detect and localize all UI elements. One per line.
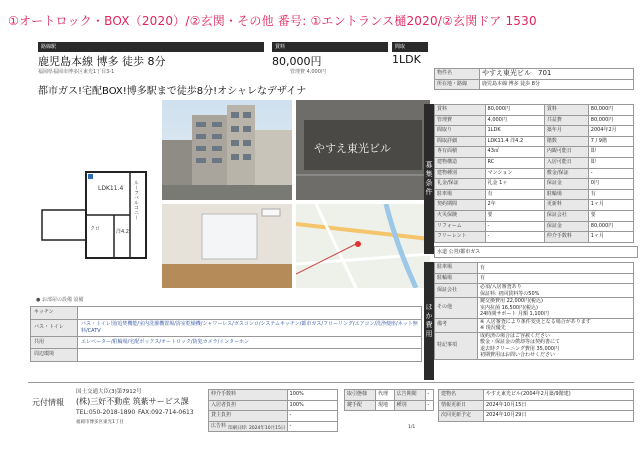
table-row — [435, 221, 634, 232]
mgmt-fee-text: 管理費 4,000円 — [290, 69, 326, 75]
deal-table — [344, 389, 434, 411]
condition-key: 入居可能日 — [544, 157, 588, 168]
table-row — [345, 390, 434, 401]
condition-value: 1ヶ月 — [588, 200, 633, 211]
update-key: 情報更新日 — [439, 400, 484, 411]
condition-key: 保証会社 — [544, 210, 588, 221]
address-text: 福岡県福岡市博多区東光1丁目3-1 — [38, 69, 115, 75]
floorplan-closet-label: クロ — [90, 226, 101, 232]
table-row — [435, 298, 634, 319]
fee-key: 貸主負担 — [209, 411, 288, 422]
extra-key: 保証会社 — [435, 284, 478, 298]
table-row — [439, 400, 634, 411]
deal-value: - — [425, 400, 433, 411]
deal-value: 現地 — [375, 400, 394, 411]
update-key: 次回更新予定 — [439, 411, 484, 422]
condition-key: フリーレント — [435, 232, 486, 243]
extra-key: 駐輪場 — [435, 273, 478, 284]
update-value: やすえ東光ビル(2004年2月築/9階建) — [484, 390, 634, 401]
condition-value: 80,000円 — [588, 105, 633, 116]
deal-key: 種別 — [394, 400, 425, 411]
equipment-key: バス・トイレ — [31, 319, 78, 336]
deal-key: 取引態様 — [345, 390, 376, 401]
deal-value: 代理 — [375, 390, 394, 401]
equipment-value: エレベーター/駐輪場/宅配ボックス/オートロック/防犯カメラ/インターホン — [78, 336, 422, 349]
conditions-table — [434, 104, 634, 243]
fee-value: 100% — [287, 390, 337, 401]
catchcopy-text: 都市ガス!宅配BOX!博多駅まで徒歩8分!オシャレなデザイナ — [38, 86, 307, 97]
condition-value: 7 / 9階 — [588, 136, 633, 147]
line-label: 路線駅 — [38, 42, 264, 52]
floorplan-ldk-label: LDK11.4 — [98, 185, 124, 192]
condition-key: 共益費 — [544, 115, 588, 126]
condition-key: 管理費 — [435, 115, 486, 126]
extra-key: その他 — [435, 298, 478, 319]
condition-value: 有 — [588, 189, 633, 200]
extra-value: 有 — [478, 273, 634, 284]
table-row — [435, 105, 634, 116]
fee-key: 広告料 — [209, 421, 288, 432]
equipment-table — [30, 306, 422, 362]
condition-key: 建物種別 — [435, 168, 486, 179]
extra-value: 必須/入居審査あり 保証料: 初回賃料等の50% — [478, 284, 634, 298]
equipment-header: ● お部屋の設備 設備 — [36, 297, 84, 303]
extra-key: 備考 — [435, 318, 478, 332]
condition-key: 仲介手数料 — [544, 232, 588, 243]
condition-key: 建物構造 — [435, 157, 486, 168]
table-row — [209, 400, 338, 411]
equipment-key: 周辺環境 — [31, 349, 78, 362]
floor-plan — [36, 170, 156, 260]
license-text: 国土交通大臣(3)第7912号 — [76, 389, 142, 395]
table-row — [435, 263, 634, 274]
footer — [28, 382, 634, 433]
extra-value: 有 — [478, 263, 634, 274]
deal-value: - — [425, 390, 433, 401]
condition-key: 敷金/保証 — [544, 168, 588, 179]
table-row — [435, 318, 634, 332]
utilities-row: 水道 公営/都市ガス — [434, 246, 638, 258]
condition-value: 80,000円 — [485, 105, 544, 116]
update-table — [438, 389, 634, 422]
table-row — [435, 232, 634, 243]
building-sign-photo — [296, 100, 430, 200]
extra-value: ※ 入居審査により条件変更となる場合があります ※ 現況優先 — [478, 318, 634, 332]
property-location-value: 鹿児島本線 博多 徒歩 8分 — [480, 79, 634, 90]
property-name-label: 物件名 — [435, 69, 480, 80]
condition-key: 火災保険 — [435, 210, 486, 221]
equipment-value: バス・トイレ別/追焚機能/室内洗濯機置場/浴室乾燥機/シャワーレス/ガスコンロ/システムキッチン/都市ガス/フローリング/エアコン/洗浄便座/ネット無料/CATV — [78, 319, 422, 336]
fax-text: FAX:092-714-0613 — [138, 409, 194, 416]
rent-label: 賃料 — [272, 42, 388, 52]
property-name-value: やすえ東光ビル 701 — [480, 69, 634, 80]
condition-value: 4,000円 — [485, 115, 544, 126]
extra-value: 鍵交換費用 22,000円(税込) 室内抗菌 16,500円(税込) 24時間サポート 月額 1,100円 — [478, 298, 634, 319]
map-pin-icon — [355, 241, 361, 247]
rent-value: 80,000円 — [272, 55, 322, 68]
fee-value: 100% — [287, 400, 337, 411]
table-row — [345, 400, 434, 411]
property-table — [434, 68, 634, 90]
extra-key: 駐車場 — [435, 263, 478, 274]
update-value: 2024年10月15日 — [484, 400, 634, 411]
update-key: 建物名 — [439, 390, 484, 401]
print-note: 印刷日時: 2024年10月15日 — [228, 426, 286, 431]
condition-value: 2004年2月 — [588, 126, 633, 137]
condition-value: LDK11.4 洋4.2 — [485, 136, 544, 147]
condition-value: 43㎡ — [485, 147, 544, 158]
tel-text: TEL:050-2018-1890 — [76, 409, 136, 416]
table-row — [435, 168, 634, 179]
condition-value: 2年 — [485, 200, 544, 211]
condition-key: 賃料 — [544, 105, 588, 116]
condition-key: 間取詳細 — [435, 136, 486, 147]
side-label-conditions: 募集条件 — [424, 104, 434, 254]
layout-label: 間取 — [392, 42, 428, 52]
condition-key: 礼金/保証 — [435, 179, 486, 190]
condition-key: 駐輪場 — [544, 189, 588, 200]
condition-key: リフォーム — [435, 221, 486, 232]
page-number: 1/1 — [408, 425, 416, 430]
table-row — [435, 273, 634, 284]
area-map — [296, 204, 430, 288]
equipment-value — [78, 307, 422, 320]
line-value: 鹿児島本線 博多 徒歩 8分 — [38, 55, 166, 68]
table-row — [439, 390, 634, 401]
side-label-extra: ほか費用 — [424, 262, 434, 380]
deal-key: 鍵手配 — [345, 400, 376, 411]
table-row — [435, 189, 634, 200]
condition-value: マンション — [485, 168, 544, 179]
condition-value: 要 — [485, 210, 544, 221]
table-row — [209, 390, 338, 401]
condition-value: 0円 — [588, 179, 633, 190]
interior-photo — [162, 204, 292, 288]
floorplan-balcony-label: ルーフバルコニー — [133, 180, 139, 220]
condition-value: - — [485, 232, 544, 243]
condition-key: 専有面積 — [435, 147, 486, 158]
company-name: (株)三好不動産 筑紫サービス課 — [76, 397, 189, 406]
agent-label: 元付情報 — [32, 398, 64, 407]
condition-value: 有 — [485, 189, 544, 200]
condition-key: 駐車場 — [435, 189, 486, 200]
condition-key: 更新料 — [544, 200, 588, 211]
table-row — [31, 319, 422, 336]
table-row — [435, 284, 634, 298]
fee-value: - — [287, 421, 337, 432]
property-location-label: 所在地・路線 — [435, 79, 480, 90]
update-value: 2024年10月29日 — [484, 411, 634, 422]
table-row — [435, 200, 634, 211]
condition-value: 礼金 1ヶ — [485, 179, 544, 190]
table-row — [435, 115, 634, 126]
equipment-key: 共用 — [31, 336, 78, 349]
table-row — [31, 336, 422, 349]
condition-key: 保証金 — [544, 179, 588, 190]
condition-key: 賃料 — [435, 105, 486, 116]
fee-key: 入居者負担 — [209, 400, 288, 411]
condition-value: 1ヶ月 — [588, 232, 633, 243]
extra-value: 成約済の場合はご容赦ください 敷金・保証金の償却等は契約書にて 退去時クリーニング費用 35,000円 初期費用はお問い合わせください — [478, 332, 634, 359]
condition-key: 内観可能日 — [544, 147, 588, 158]
condition-value: 即 — [588, 157, 633, 168]
layout-value: 1LDK — [392, 53, 421, 66]
condition-value: - — [485, 221, 544, 232]
fee-value: - — [287, 411, 337, 422]
building-sign-text: やすえ東光ビル — [314, 142, 391, 155]
equipment-value — [78, 349, 422, 362]
ad-banner-title: ①オートロック・BOX（2020）/②玄関・その他 番号: ①エントランス樋2020/②玄関ドア 1530 — [8, 14, 537, 28]
table-row — [435, 147, 634, 158]
condition-value: 即 — [588, 147, 633, 158]
extra-key: 特記事項 — [435, 332, 478, 359]
table-row — [31, 349, 422, 362]
condition-value: - — [588, 168, 633, 179]
table-row — [435, 179, 634, 190]
agent-address: 福岡市博多区東光1丁目 — [76, 420, 124, 425]
equipment-key: キッチン — [31, 307, 78, 320]
floorplan-room-label: 洋4.2 — [116, 229, 129, 235]
table-row — [435, 126, 634, 137]
condition-key: 間取り — [435, 126, 486, 137]
condition-key: 築年月 — [544, 126, 588, 137]
table-row — [439, 411, 634, 422]
table-row — [31, 307, 422, 320]
fee-key: 仲介手数料 — [209, 390, 288, 401]
condition-value: 80,000円 — [588, 115, 633, 126]
building-exterior-photo — [162, 100, 292, 200]
table-row — [435, 157, 634, 168]
table-row — [209, 411, 338, 422]
condition-value: 1LDK — [485, 126, 544, 137]
condition-key: 階数 — [544, 136, 588, 147]
extra-costs-table — [434, 262, 634, 360]
condition-value: 要 — [588, 210, 633, 221]
table-row — [435, 210, 634, 221]
deal-key: 広告期間 — [394, 390, 425, 401]
table-row — [435, 332, 634, 359]
condition-value: RC — [485, 157, 544, 168]
table-row — [435, 136, 634, 147]
condition-key: 保証金 — [544, 221, 588, 232]
condition-value: 80,000円 — [588, 221, 633, 232]
condition-key: 契約期間 — [435, 200, 486, 211]
